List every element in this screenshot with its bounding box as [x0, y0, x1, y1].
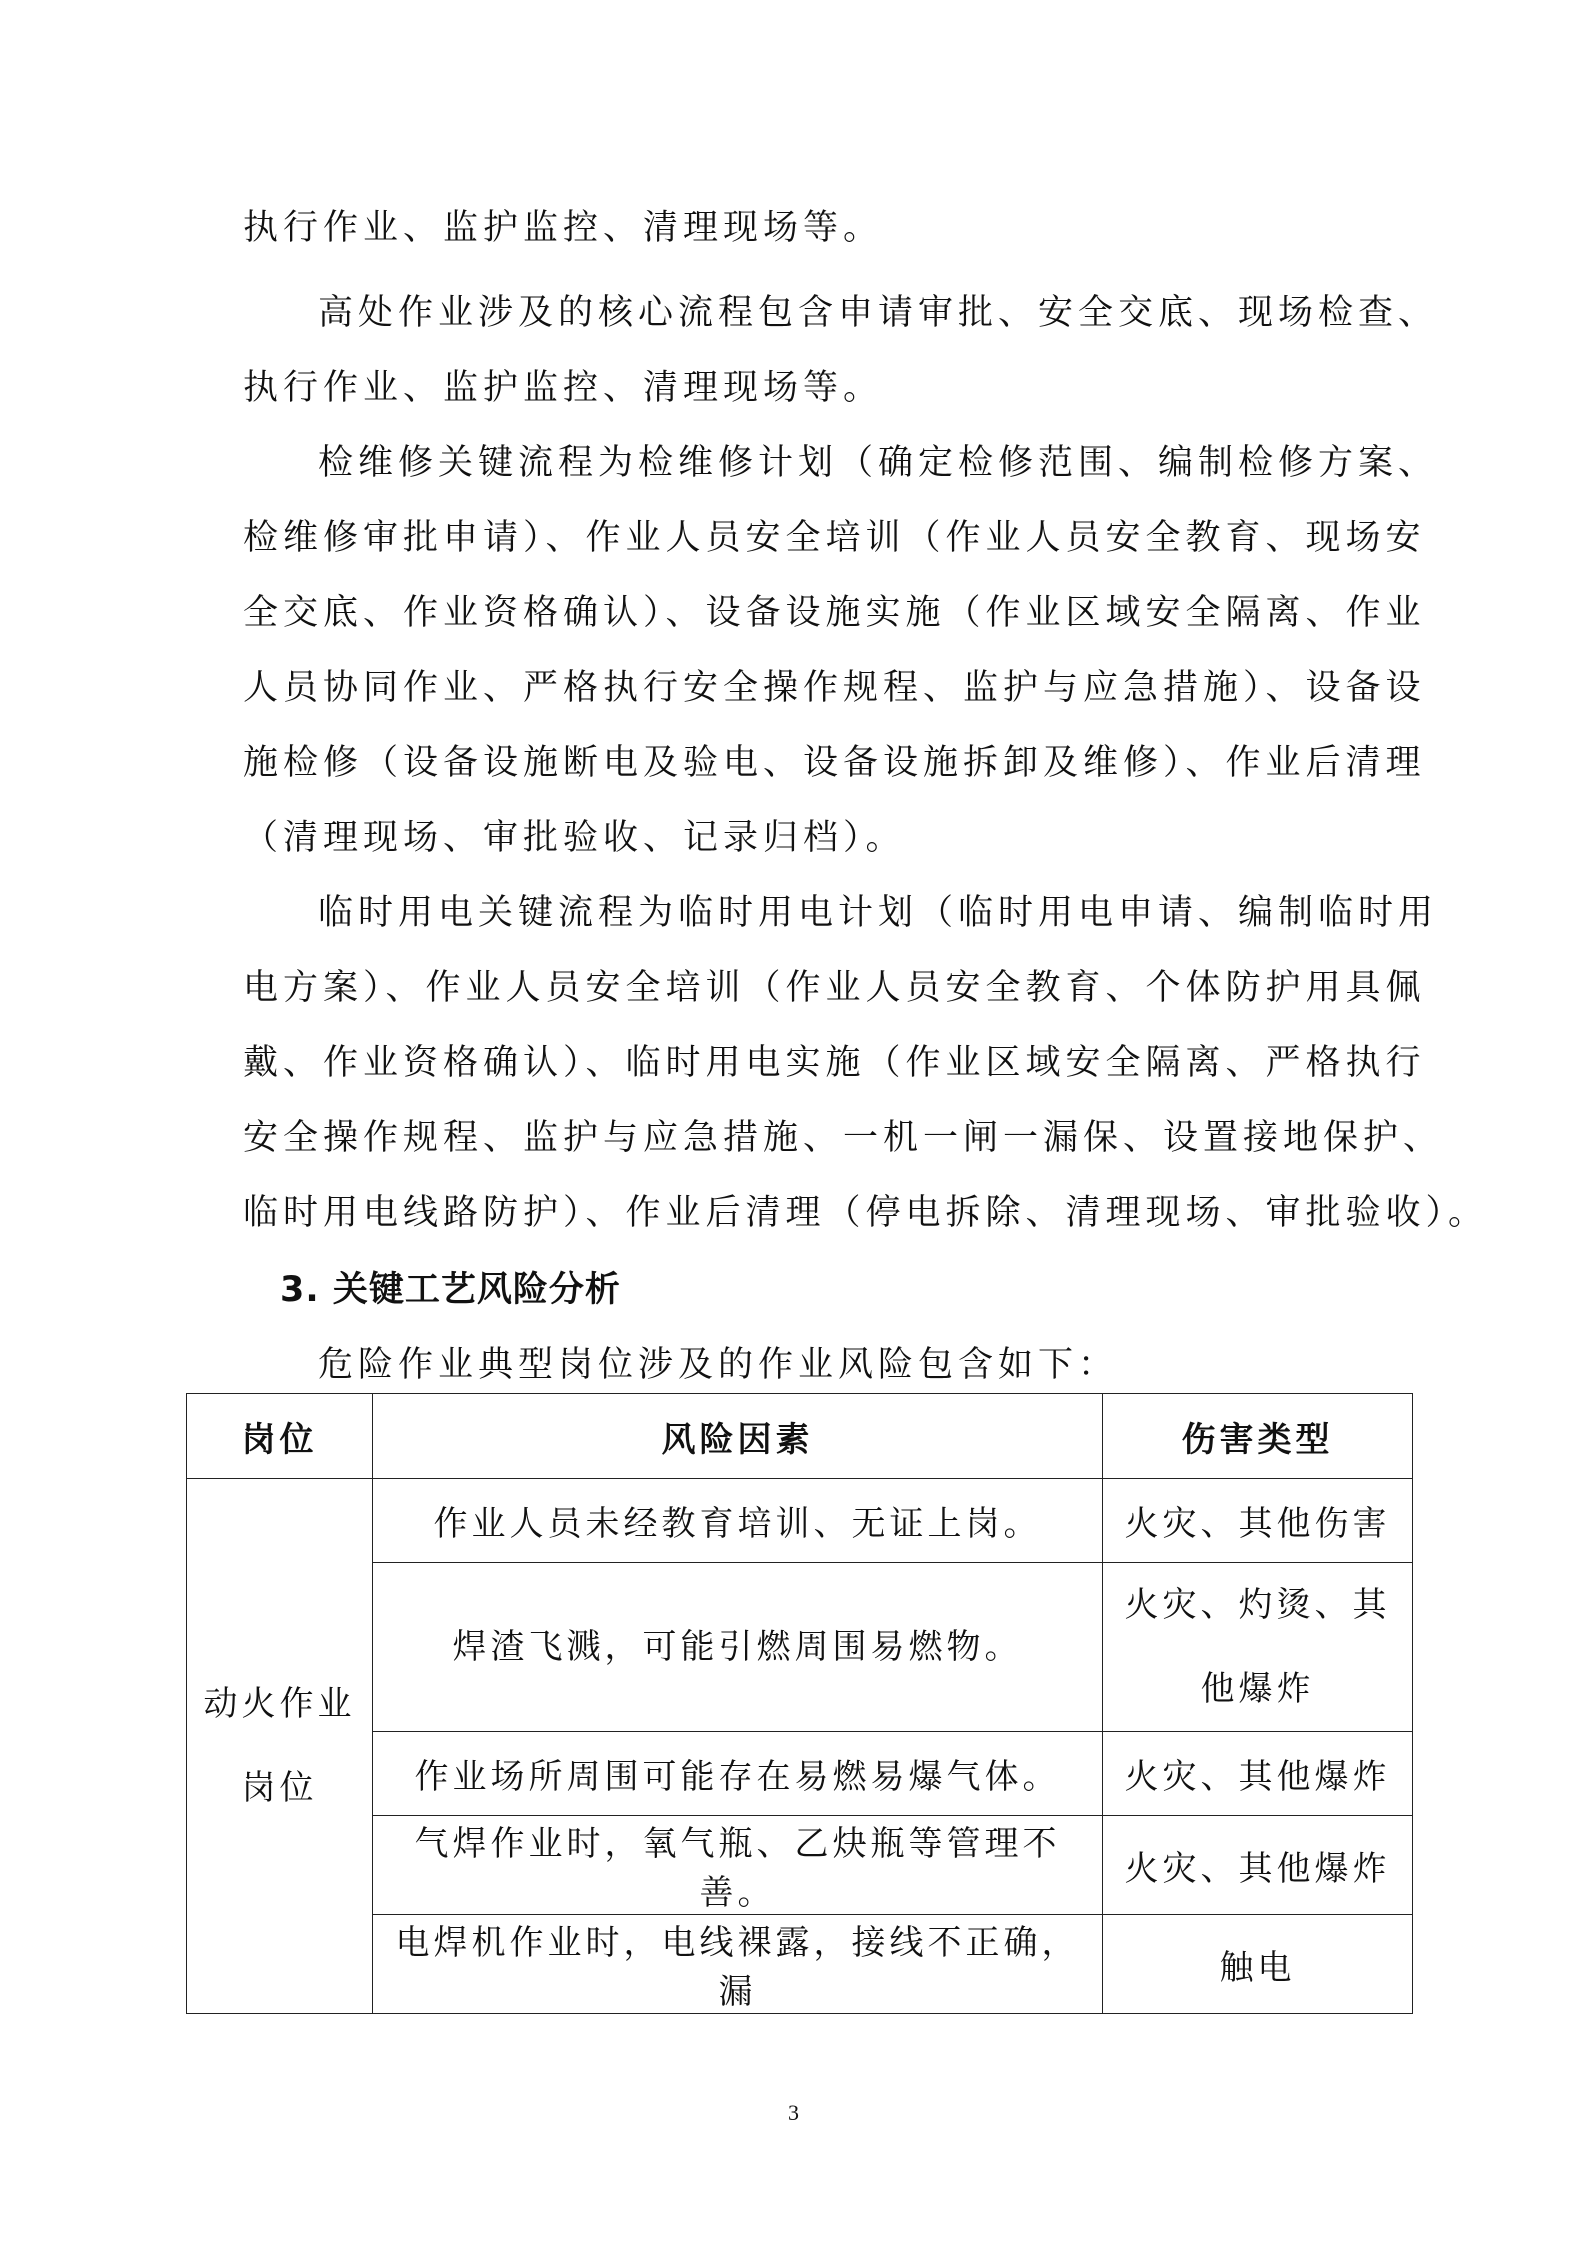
harm-type-cell: 火灾、其他伤害 [1103, 1479, 1413, 1563]
risk-table [186, 1393, 1413, 2014]
harm-type-cell [1103, 1563, 1413, 1732]
paragraph-line: 人员协同作业、严格执行安全操作规程、监护与应急措施）、设备设 [243, 668, 1426, 708]
risk-factor-cell: 焊渣飞溅，可能引燃周围易燃物。 [373, 1563, 1103, 1732]
paragraph-line: （清理现场、审批验收、记录归档）。 [243, 818, 906, 858]
table-header-row [187, 1394, 1413, 1479]
paragraph-line: 临时用电关键流程为临时用电计划（临时用电申请、编制临时用 [318, 893, 1439, 933]
table-intro: 危险作业典型岗位涉及的作业风险包含如下： [318, 1345, 1119, 1385]
paragraph-line: 安全操作规程、监护与应急措施、一机一闸一漏保、设置接地保护、 [243, 1118, 1444, 1158]
section-heading: 3. 关键工艺风险分析 [280, 1270, 621, 1310]
post-label-line: 动火作业 [203, 1684, 356, 1724]
paragraph-line: 执行作业、监护监控、清理现场等。 [243, 368, 884, 408]
paragraph-line: 高处作业涉及的核心流程包含申请审批、安全交底、现场检查、 [318, 293, 1439, 333]
paragraph-line: 戴、作业资格确认）、临时用电实施（作业区域安全隔离、严格执行 [243, 1043, 1426, 1083]
paragraph-line: 临时用电线路防护）、作业后清理（停电拆除、清理现场、审批验收）。 [243, 1193, 1489, 1233]
paragraph-line: 电方案）、作业人员安全培训（作业人员安全教育、个体防护用具佩 [243, 968, 1426, 1008]
post-cell [187, 1479, 373, 2014]
harm-type-cell: 火灾、其他爆炸 [1103, 1732, 1413, 1816]
header-harm-type: 伤害类型 [1103, 1394, 1413, 1479]
harm-type-cell: 火灾、其他爆炸 [1103, 1816, 1413, 1915]
harm-type-line: 火灾、灼烫、其 [1124, 1585, 1391, 1625]
harm-type-line: 他爆炸 [1200, 1669, 1315, 1709]
header-risk-factor: 风险因素 [373, 1394, 1103, 1479]
post-label-line: 岗位 [241, 1768, 318, 1808]
paragraph-line: 检维修关键流程为检维修计划（确定检修范围、编制检修方案、 [318, 443, 1439, 483]
paragraph-line: 检维修审批申请）、作业人员安全培训（作业人员安全教育、现场安 [243, 518, 1426, 558]
paragraph-line: 施检修（设备设施断电及验电、设备设施拆卸及维修）、作业后清理 [243, 743, 1426, 783]
paragraph-line: 全交底、作业资格确认）、设备设施实施（作业区域安全隔离、作业 [243, 593, 1426, 633]
page-number: 3 [788, 2100, 799, 2125]
harm-type-cell: 触电 [1103, 1915, 1413, 2014]
table-row [187, 1479, 1413, 1563]
risk-factor-cell: 电焊机作业时，电线裸露，接线不正确，漏 [373, 1915, 1103, 2014]
risk-factor-cell: 气焊作业时，氧气瓶、乙炔瓶等管理不善。 [373, 1816, 1103, 1915]
paragraph-line: 执行作业、监护监控、清理现场等。 [243, 208, 884, 248]
risk-factor-cell: 作业场所周围可能存在易燃易爆气体。 [373, 1732, 1103, 1816]
risk-factor-cell: 作业人员未经教育培训、无证上岗。 [373, 1479, 1103, 1563]
header-post: 岗位 [187, 1394, 373, 1479]
